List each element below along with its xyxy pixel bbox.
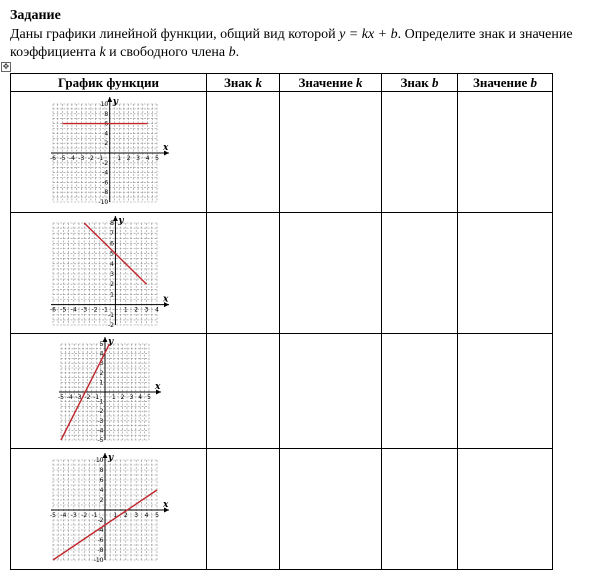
y-tick-label: -3 (97, 417, 103, 425)
y-tick-label: 4 (99, 350, 103, 358)
graph-cell (11, 213, 207, 334)
x-tick-label: -4 (68, 155, 75, 162)
x-tick-label: -2 (87, 155, 94, 162)
x-tick-label: 2 (123, 512, 128, 519)
header-value-k: Значение k (280, 74, 382, 92)
answer-cell-sign-b[interactable] (382, 92, 458, 213)
y-tick-label: -5 (97, 437, 103, 444)
y-tick-label: 2 (99, 369, 103, 377)
y-tick-label: 6 (103, 120, 108, 128)
table-row (11, 334, 553, 449)
table-row (11, 449, 553, 570)
y-tick-label: 8 (99, 467, 103, 474)
coef-b: b (228, 45, 236, 60)
function-graph (45, 452, 173, 566)
x-tick-label: -3 (75, 394, 82, 401)
x-tick-label: -1 (101, 306, 108, 314)
y-tick-label: 10 (95, 457, 103, 464)
y-tick-label: -8 (101, 189, 108, 197)
y-axis-label: y (107, 453, 113, 463)
x-tick-label: 1 (123, 306, 128, 314)
y-tick-label: 2 (99, 497, 103, 504)
x-tick-label: 4 (145, 155, 149, 162)
y-tick-label: 8 (109, 220, 114, 227)
x-tick-label: 5 (154, 155, 159, 162)
header-value-b: Значение b (458, 74, 553, 92)
y-tick-label: 2 (103, 140, 108, 148)
y-tick-label: 6 (109, 240, 114, 248)
graph-cell (11, 334, 207, 449)
graph-cell (11, 449, 207, 570)
x-tick-label: 3 (135, 155, 140, 162)
x-tick-label: -2 (83, 394, 90, 401)
x-axis-label: x (162, 500, 168, 510)
x-tick-label: 1 (112, 512, 117, 519)
y-tick-label: 6 (99, 477, 103, 484)
task-heading: Задание (10, 8, 61, 23)
x-tick-label: 4 (154, 306, 159, 314)
function-graph (45, 96, 173, 208)
y-tick-label: -1 (97, 398, 103, 406)
y-tick-label: -4 (97, 527, 103, 534)
y-tick-label: -2 (107, 322, 114, 329)
x-tick-label: -6 (49, 155, 56, 162)
x-tick-label: -4 (66, 394, 73, 401)
table-header-row (11, 74, 553, 92)
y-axis-label: y (107, 337, 113, 347)
y-tick-label: 4 (109, 260, 114, 268)
formula: y = kx + b (339, 27, 398, 42)
graph-cell (11, 92, 207, 213)
y-tick-label: 3 (99, 360, 103, 368)
answer-cell-value-b[interactable] (458, 334, 553, 449)
answer-cell-sign-k[interactable] (207, 213, 280, 334)
y-axis-label: y (112, 97, 118, 107)
x-axis-label: x (154, 382, 160, 392)
x-tick-label: -1 (92, 394, 99, 401)
x-tick-label: -4 (59, 512, 66, 519)
x-tick-label: -4 (70, 306, 77, 314)
answer-cell-value-b[interactable] (458, 92, 553, 213)
answer-cell-value-k[interactable] (280, 334, 382, 449)
x-tick-label: 4 (137, 394, 142, 401)
answer-cell-value-b[interactable] (458, 449, 553, 570)
x-tick-label: -6 (49, 306, 56, 314)
x-tick-label: 2 (120, 394, 125, 401)
function-graph (45, 215, 173, 331)
function-graph (53, 336, 165, 446)
x-tick-label: 5 (154, 512, 159, 519)
answer-cell-sign-k[interactable] (207, 334, 280, 449)
x-tick-label: 1 (111, 394, 116, 401)
y-tick-label: -4 (97, 427, 103, 435)
y-tick-label: -6 (97, 537, 103, 544)
x-tick-label: -1 (91, 512, 98, 519)
x-tick-label: -2 (80, 512, 87, 519)
x-axis-label: x (162, 143, 168, 153)
x-tick-label: 2 (133, 306, 138, 314)
y-tick-label: 4 (99, 487, 103, 494)
x-tick-label: 3 (128, 394, 133, 401)
x-tick-label: -5 (58, 155, 65, 162)
x-tick-label: 5 (146, 394, 151, 401)
answer-cell-value-k[interactable] (280, 213, 382, 334)
x-tick-label: 3 (133, 512, 138, 519)
x-tick-label: 2 (126, 155, 131, 162)
y-tick-label: 1 (109, 291, 114, 299)
table-move-handle-icon[interactable]: ✥ (2, 62, 10, 71)
y-tick-label: 1 (99, 379, 103, 387)
answer-cell-sign-b[interactable] (382, 449, 458, 570)
answer-cell-value-k[interactable] (280, 449, 382, 570)
y-tick-label: 5 (109, 250, 114, 258)
x-tick-label: -5 (57, 394, 64, 401)
table-row (11, 213, 553, 334)
y-tick-label: 10 (100, 101, 108, 108)
header-sign-b: Знак b (382, 74, 458, 92)
x-tick-label: 4 (144, 512, 149, 519)
y-tick-label: -8 (97, 547, 103, 554)
x-tick-label: -3 (77, 155, 84, 162)
answer-cell-sign-k[interactable] (207, 449, 280, 570)
coef-k: k (99, 45, 106, 60)
x-axis-label: x (162, 294, 168, 305)
y-tick-label: -2 (97, 517, 103, 524)
y-tick-label: 3 (109, 271, 114, 278)
answer-cell-value-b[interactable] (458, 213, 553, 334)
table-row (11, 92, 553, 213)
x-tick-label: -5 (49, 512, 56, 519)
y-tick-label: -6 (101, 179, 108, 187)
x-tick-label: 1 (116, 155, 121, 162)
answer-cell-sign-b[interactable] (382, 213, 458, 334)
task-text: Даны графики линейной функции, общий вид которой y = kx + b. Определите знак и значение коэффициента k и свободного члена b. (10, 27, 573, 60)
y-axis-label: y (117, 216, 124, 226)
answer-cell-sign-b[interactable] (382, 334, 458, 449)
y-tick-label: 7 (109, 230, 114, 238)
y-tick-label: -1 (107, 311, 114, 319)
answer-cell-sign-k[interactable] (207, 92, 280, 213)
answer-table (10, 73, 553, 570)
y-tick-label: -10 (97, 199, 108, 206)
y-tick-label: 8 (103, 110, 108, 118)
y-tick-label: -2 (101, 159, 108, 167)
header-sign-k: Знак k (207, 74, 280, 92)
y-tick-label: 5 (99, 341, 103, 348)
x-tick-label: 3 (144, 306, 149, 314)
x-tick-label: -2 (91, 306, 98, 314)
y-tick-label: 2 (109, 281, 114, 289)
x-tick-label: -3 (80, 306, 87, 314)
y-tick-label: -4 (101, 169, 108, 177)
y-tick-label: -10 (93, 557, 103, 564)
x-tick-label: -5 (59, 306, 66, 314)
y-tick-label: 4 (103, 130, 108, 138)
answer-cell-value-k[interactable] (280, 92, 382, 213)
x-tick-label: -3 (70, 512, 77, 519)
y-tick-label: -2 (97, 408, 103, 416)
x-tick-label: -1 (96, 155, 103, 162)
header-graph: График функции (11, 74, 207, 92)
